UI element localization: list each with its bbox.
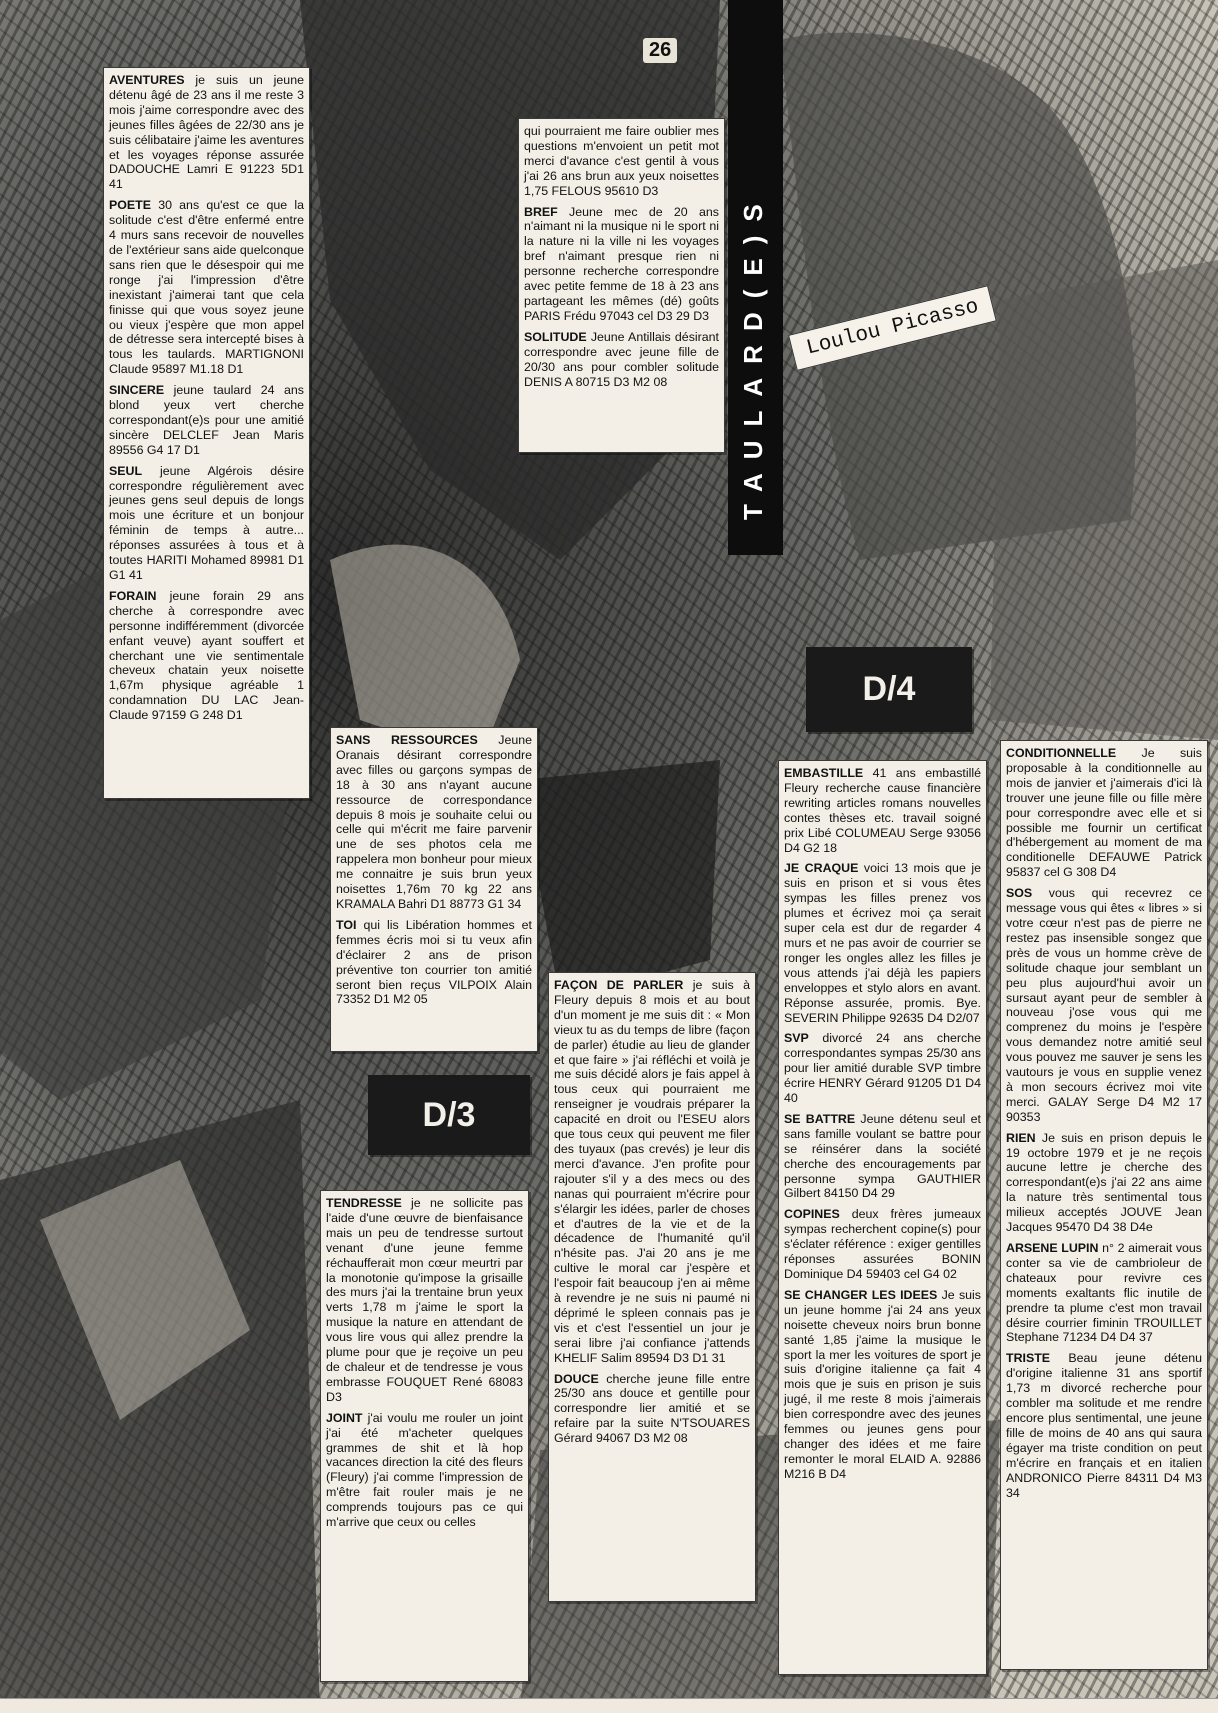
ad-sos xyxy=(1006,886,1202,1125)
ad-text: jeune taulard 24 ans blond yeux vert cherche correspondant(e)s pour une amitié sincère DELCLEF Jean Maris 89556 G4 17 D1 xyxy=(109,383,304,457)
ad-keyword: CONDITIONNELLE xyxy=(1006,746,1117,760)
ad-rien xyxy=(1006,1131,1202,1235)
ad-bref xyxy=(524,205,719,324)
ad-toi xyxy=(336,918,532,1007)
classified-ads-column-5 xyxy=(1000,740,1208,1670)
ad-text: divorcé 24 ans cherche correspondantes sympas 25/30 ans pour lier amitié durable SVP timbre écrire HENRY Gérard 91205 D1 D4 40 xyxy=(784,1031,981,1106)
ad-je-craque xyxy=(784,861,981,1025)
ad-aventures xyxy=(109,73,304,192)
page-bottom-edge xyxy=(0,1698,1218,1713)
photo-caption: Loulou Picasso xyxy=(788,285,997,371)
ad-text: 30 ans qu'est ce que la solitude c'est d'être enfermé entre 4 murs sans recevoir de nouvelles de l'extérieur sans aide quelconque sans rien que le désespoir qui me ronge j'ai l'impression d'être inexistant j'aimerai tant que cela finisse qui que vous soyez jeune ou vieux j'espère que mon appel de détresse sera intercepté bises à tous les taulards. MARTIGNONI Claude 95897 M1.18 D1 xyxy=(109,198,304,377)
ad-text: Jeune Antillais désirant correspondre avec jeune fille de 20/30 ans pour combler solitude DENIS A 80715 D3 M2 08 xyxy=(524,329,719,389)
ad-keyword: SOS xyxy=(1006,886,1033,901)
ad-keyword: SE CHANGER LES IDEES xyxy=(784,1287,938,1302)
ad-keyword: COPINES xyxy=(784,1207,840,1222)
ad-sincere xyxy=(109,383,304,458)
ad-se-battre xyxy=(784,1112,981,1201)
ad-text: jeune Algérois désire correspondre régulièrement avec jeunes gens seul depuis de longs mois une écriture et un bonjour féminin de temps à autre... réponses assurées à tous et à toutes HARITI Mohamed 89981 D1 G1 41 xyxy=(109,463,304,582)
ad-keyword: JOINT xyxy=(326,1410,363,1425)
ad-sans-ressources xyxy=(336,733,532,912)
ad-keyword: TRISTE xyxy=(1006,1351,1051,1366)
ad-text: Beau jeune détenu d'origine italienne 31 ans sportif 1,73 m divorcé recherche pour combler ma solitude et me rendre encore plus sentimental, une jeune fille de moins de 40 ans qui saura égayer ma triste condition on peut m'écrire en français et en italien ANDRONICO Pierre 84311 D4 M3 34 xyxy=(1006,1351,1202,1500)
section-label-d4: D/4 xyxy=(806,647,972,732)
page-number: 26 xyxy=(643,38,677,63)
ad-joint xyxy=(326,1411,523,1530)
ad-keyword: JE CRAQUE xyxy=(784,861,859,876)
ad-keyword: SE BATTRE xyxy=(784,1111,856,1126)
ad-keyword: FAÇON DE PARLER xyxy=(554,978,684,992)
ad-felous xyxy=(524,124,719,199)
ad-text: Je suis un jeune homme j'ai 24 ans yeux noisette cheveux noirs brun bonne santé 1,85 j'aime la musique le sport la mer les voitures de sport je suis d'origine italienne ça fait 4 mois que je suis en prison je suis jugé, il me reste 8 mois j'aimerais bien correspondre avec des jeunes femmes ou jeunes gens pour changer des idées et me faire remonter le moral ELAID A. 92886 M216 B D4 xyxy=(784,1287,981,1481)
ad-keyword: TOI xyxy=(336,917,357,932)
ad-text: qui pourraient me faire oublier mes questions m'envoient un petit mot merci d'avance c'est gentil à vous j'ai 26 ans brun aux yeux noisettes 1,75 FELOUS 95610 D3 xyxy=(524,124,719,198)
ad-keyword: ARSENE LUPIN xyxy=(1006,1241,1099,1255)
classified-ads-column-1 xyxy=(103,67,310,799)
ad-text: je suis un jeune détenu âgé de 23 ans il me reste 3 mois j'aime correspondre avec des jeunes filles âgées de 22/30 ans je suis célibataire j'aime les aventures et les voyages réponse assurée DADOUCHE Lamri E 91223 5D1 41 xyxy=(109,73,304,192)
ad-seul xyxy=(109,464,304,583)
ad-keyword: SVP xyxy=(784,1031,809,1046)
ad-text: n° 2 aimerait vous conter sa vie de cambrioleur de chateaux pour revivre ces moments exaltants flic inutile de prendre ta plume c'est mon travail désire courrier fiminin TROUILLET Stephane 71234 D4 D4 37 xyxy=(1006,1241,1202,1345)
ad-tendresse xyxy=(326,1196,523,1405)
ad-se-changer-les-idees xyxy=(784,1288,981,1482)
ad-forain xyxy=(109,589,304,723)
ad-keyword: AVENTURES xyxy=(109,73,185,87)
ad-text: deux frères jumeaux sympas recherchent copine(s) pour s'éclater référence : exiger gentilles réponses assurées BONIN Dominique D4 59403 cel G4 02 xyxy=(784,1207,981,1281)
ad-text: Jeune Oranais désirant correspondre avec filles ou garçons sympas de 18 à 30 ans n'ayant aucune ressource de correspondance depuis 8 mois je souhaite celui ou celle qui m'écrit me faire parvenir une de ses photos cela me rappelera mon bonheur pour mieux me connaitre je suis brun yeux noisettes 1,76m 70 kg 22 ans KRAMALA Bahri D1 88773 G1 34 xyxy=(336,733,533,911)
ad-copines xyxy=(784,1207,981,1282)
ad-douce xyxy=(554,1372,750,1447)
section-label-d3: D/3 xyxy=(368,1075,530,1155)
ad-keyword: FORAIN xyxy=(109,588,157,603)
ad-keyword: RIEN xyxy=(1006,1130,1036,1145)
classified-ads-column-4 xyxy=(778,760,987,1675)
classified-ads-column-2-bottom xyxy=(320,1190,529,1682)
ad-keyword: SINCERE xyxy=(109,383,165,398)
ad-conditionnelle xyxy=(1006,746,1202,880)
ad-solitude xyxy=(524,330,719,390)
ad-svp xyxy=(784,1031,981,1106)
ad-triste xyxy=(1006,1351,1202,1500)
ad-keyword: TENDRESSE xyxy=(326,1196,402,1210)
ad-arsene-lupin xyxy=(1006,1241,1202,1345)
ad-text: jeune forain 29 ans cherche à correspondre avec personne indifféremment (divorcée enfant veuve) ayant souffert et cherchant une vie sentimentale cheveux chatain yeux noisette 1,67m physique agréable 1 condamnation DU LAC Jean-Claude 97159 G 248 D1 xyxy=(109,588,304,723)
ad-text: voici 13 mois que je suis en prison et si vous êtes sympas les filles prenez vos plumes et écrivez moi ça serait super cela est dur de regarder 4 murs et ne pas avoir de courrier se ronger les ongles allez les filles je vous attends j'ai déjà les papiers enveloppes et stylo alors en avant. Réponse assurée, promis. Bye. SEVERIN Philippe 92635 D4 D2/07 xyxy=(784,861,981,1025)
ad-text: cherche jeune fille entre 25/30 ans douce et gentille pour correspondre lier amitié et se refaire par la suite N'TSOUARES Gérard 94067 D3 M2 08 xyxy=(554,1371,750,1446)
ad-text: j'ai voulu me rouler un joint j'ai été m'acheter quelques grammes de shit et là hop vacances direction la cité des fleurs (Fleury) j'ai comme l'impression de m'être fait rouler mais je ne comprends toujours pas ce qui m'arrive que ceux ou celles xyxy=(326,1410,523,1530)
ad-keyword: DOUCE xyxy=(554,1371,599,1386)
ad-poete xyxy=(109,198,304,377)
ad-text: Je suis proposable à la conditionnelle au mois de janvier et j'aimerais d'ici là trouver une jeune fille ou fille mère pour correspondre avec elle et si possible me fournir un certificat d'hébergement au moment de ma conditionelle DEFAUWE Patrick 95837 cel G 308 D4 xyxy=(1006,746,1202,880)
ad-keyword: SEUL xyxy=(109,463,143,478)
ad-text: qui lis Libération hommes et femmes écris moi si tu veux afin d'éclairer 2 ans de prison préventive ton courrier ton amitié seront bien reçus VILPOIX Alain 73352 D1 M2 05 xyxy=(336,917,532,1007)
ad-keyword: SOLITUDE xyxy=(524,329,587,344)
ad-embastille xyxy=(784,766,981,855)
classified-ads-column-2-middle xyxy=(330,727,538,1052)
ad-keyword: EMBASTILLE xyxy=(784,766,864,780)
classified-ads-column-2-top xyxy=(518,118,725,453)
ad-facon-de-parler xyxy=(554,978,750,1366)
section-title: TAULARD(E)S xyxy=(738,190,768,520)
ad-text: Je suis en prison depuis le 19 octobre 1979 et je ne reçois aucune lettre je cherche des correspondant(e)s j'ai 22 ans aime la nature très sentimental tous milieux acceptés JOUVE Jean Jacques 95470 D4 38 D4e xyxy=(1006,1130,1202,1235)
ad-text: je suis à Fleury depuis 8 mois et au bout d'un moment je me suis dit : « Mon vieux tu as du temps de libre (façon de parler) étudie au lieu de glander et que faire » j'ai réfléchi et voilà je me suis décidé alors je fais appel à tous ceux qui pourraient me renseigner je voudrais préparer la capacité en droit ou l'ESEU alors que tous ceux qui peuvent me filer des tuyaux (pas crevés) je leur dis merci d'avance. J'en profite pour rajouter s'il y a des mecs ou des nanas qui pourraient m'écrire pour s'élargir les idées, parler de choses et d'autres de la vie et de la décadence de l'humanité qu'il n'hésite pas. J'ai 20 ans je me cultive le moral car j'espère et l'espoir fait beaucoup j'en ai même à revendre je ne suis ni paumé ni déprimé le spleen connais pas je vis et c'est l'essentiel un jour je serai libre j'ai confiance j'attends KHELIF Salim 89594 D3 D1 31 xyxy=(554,978,750,1365)
ad-keyword: POETE xyxy=(109,198,151,213)
classified-ads-column-3 xyxy=(548,972,756,1602)
ad-keyword: BREF xyxy=(524,204,558,219)
ad-text: Jeune détenu seul et sans famille voulant se battre pour se réinsérer dans la société cherche des encouragements par personne sympa GAUTHIER Gilbert 84150 D4 29 xyxy=(784,1111,981,1201)
ad-keyword: SANS RESSOURCES xyxy=(336,733,478,747)
ad-text: 41 ans embastillé Fleury recherche cause financière rewriting articles romans nouvelles contes thèses etc. travail soigné prix Libé COLUMEAU Serge 93056 D4 G2 18 xyxy=(784,766,981,855)
ad-text: je ne sollicite pas l'aide d'une œuvre de bienfaisance mais un peu de tendresse surtout venant d'une jeune femme réchaufferait mon cœur meurtri par la monotonie qu'impose la grisaille des murs j'ai la trentaine brun yeux verts 1,78 m j'aime le sport la musique la nature en attendant de vous lire vous qui allez prendre la plume pour que je reçoive un peu de chaleur et de tendresse je vous embrasse FOUQUET René 68083 D3 xyxy=(326,1196,523,1404)
ad-text: vous qui recevrez ce message vous qui êtes « libres » si votre cœur n'est pas de pierre ne restez pas insensible songez que près de vous un homme crève de solitude chaque jour semblant un peu plus aujourd'hui avoir un sursaut ayant peur de sembler à nouveau j'ose vous qui me comprenez du moins je l'espère vous demandez notre amitié seul vous pouvez me sauver je sens les vautours je vous en supplie venez à mon secours écrivez moi vite merci. GALAY Serge D4 M2 17 90353 xyxy=(1006,886,1202,1124)
ad-text: Jeune mec de 20 ans n'aimant ni la musique ni le sport ni la nature ni la ville ni les voyages bref n'aimant presque rien ni personne recherche correspondre avec petite femme de 18 à 23 ans partageant les mêmes (dé) goûts PARIS Frédu 97043 cel D3 29 D3 xyxy=(524,204,719,323)
